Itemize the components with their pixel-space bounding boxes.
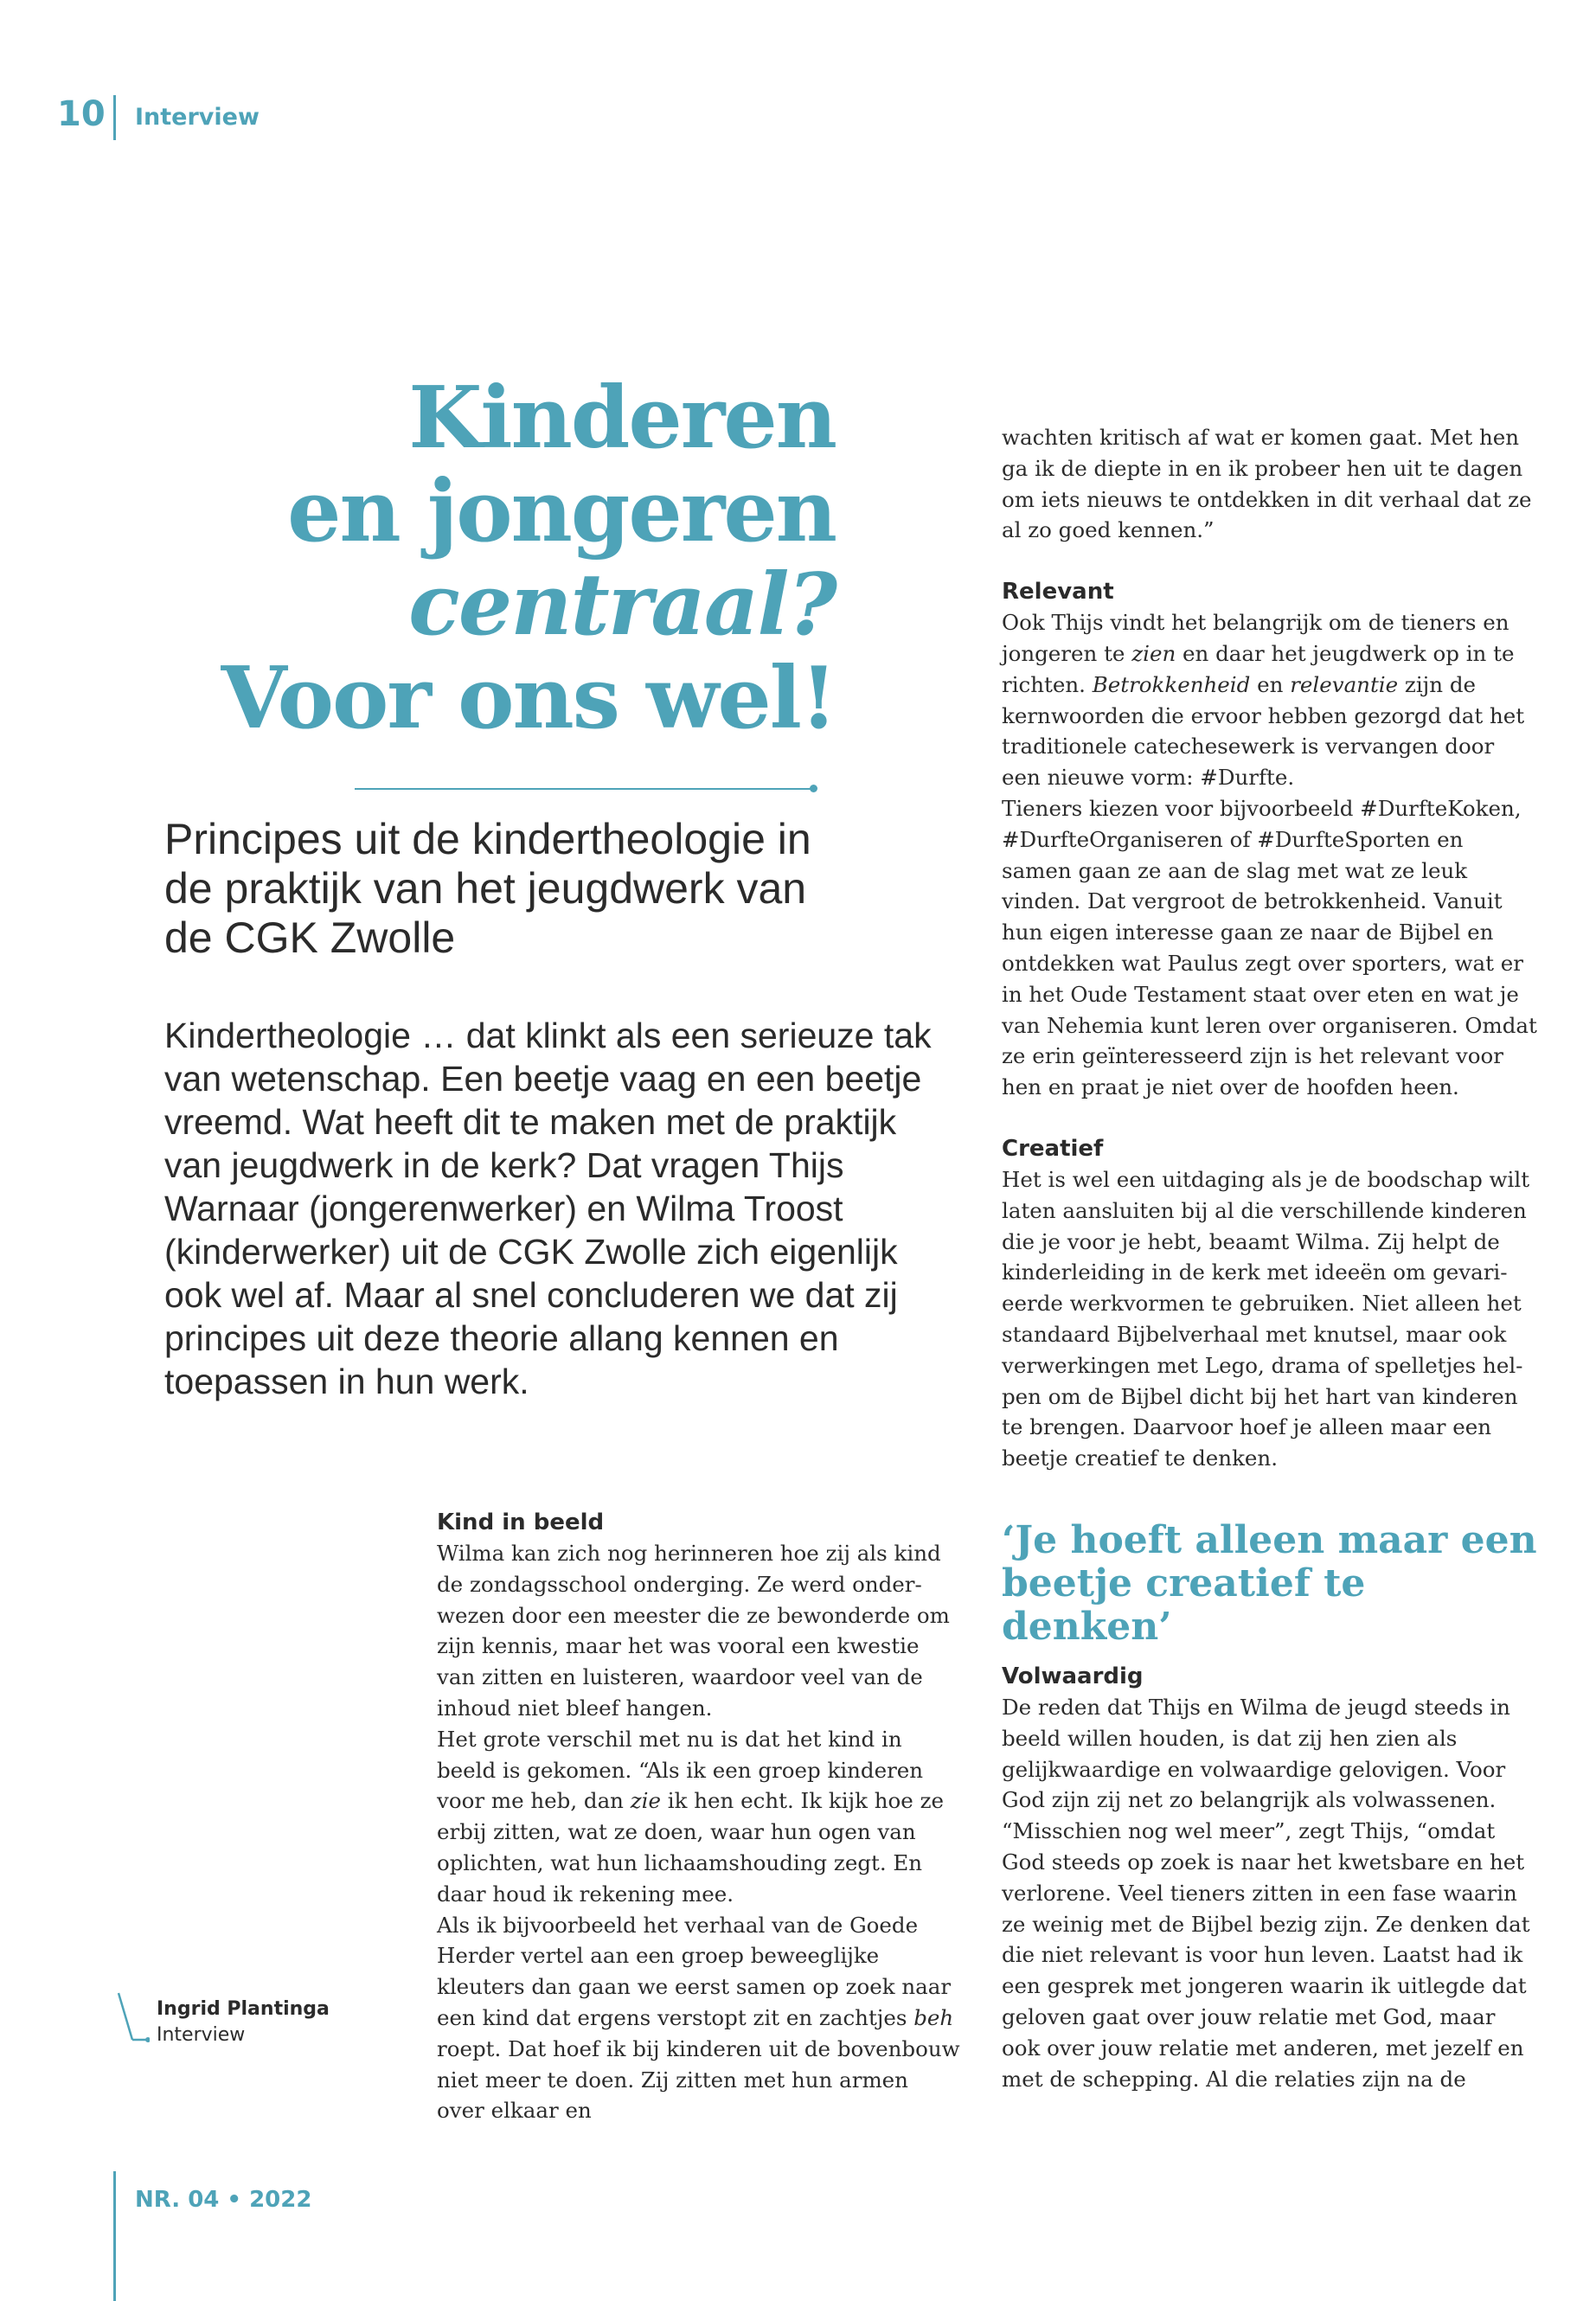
title-divider-dot <box>810 785 817 792</box>
text-run: Ook Thijs vindt het belangrijk om de tieners en jongeren te <box>1002 610 1509 666</box>
emphasis: Betrokkenheid <box>1092 671 1251 697</box>
section-label: Interview <box>135 104 260 131</box>
body-column-right-bottom <box>1002 1661 1538 2094</box>
paragraph: De reden dat Thijs en Wilma de jeugd steeds in beeld willen houden, is dat zij hen zien als gelijkwaardige en volwaardige gelovigen. Voor God zijn zij net zo belangrijk als volwassenen. “Misschien nog wel meer”, zegt Thijs, “omdat God steeds op zoek is naar het kwetsbare en het verlorene. Veel tieners zitten in een fase waarin ze weinig met de Bijbel bezig zijn. Ze denken dat die niet relevant is voor hun leven. Laatst had ik een gesprek met jongeren waarin ik uitlegde dat geloven gaat over jouw relatie met God, maar ook over jouw relatie met anderen, met jezelf en met de schepping. Al die relaties zijn na de <box>1002 1695 1530 2092</box>
text-run: zijn de kernwoorden die ervoor hebben gezorgd dat het traditionele catechesewerk is vervangen door een nieuwe vorm: #Durfte. <box>1002 671 1525 791</box>
section-heading-relevant: Relevant <box>1002 579 1114 606</box>
body-column-middle <box>437 1507 960 2126</box>
section-heading-kind-in-beeld: Kind in beeld <box>437 1509 605 1535</box>
issue-footer: NR. 04 • 2022 <box>135 2187 312 2213</box>
emphasis: beh <box>913 2004 954 2030</box>
paragraph <box>437 1910 960 2127</box>
pull-quote: ‘Je hoeft alleen maar een beetje creatief te denken’ <box>1002 1518 1537 1649</box>
text-run: Het grote verschil met nu is dat het kind in beeld is gekomen. “Als ik een groep kinderen voor me heb, dan <box>437 1726 924 1814</box>
paragraph: Tieners kiezen voor bijvoorbeeld #DurfteKoken, #DurfteOrganiseren of #DurfteSporten en samen gaan ze aan de slag met wat ze leuk vinden. Dat vergroot de betrokkenheid. Vanuit hun eigen interesse gaan ze naar de Bijbel en ontdekken wat Paulus zegt over sporters, wat er in het Oude Testament staat over eten en wat je van Nehemia kunt leren over organiseren. Omdat ze erin geïnteresseerd zijn is het relevant voor hen en praat je niet over de hoofden heen. <box>1002 795 1537 1100</box>
title-line-3: centraal? <box>408 555 836 655</box>
text-run: en daar het jeugdwerk op in te richten. <box>1002 640 1515 697</box>
emphasis: zien <box>1131 640 1176 666</box>
paragraph <box>1002 607 1538 793</box>
title-line-2: en jongeren <box>287 462 836 561</box>
author-name: Ingrid Plantinga <box>157 1998 330 2020</box>
text-run: ik hen echt. Ik kijk hoe ze erbij zitten, wat ze doen, waar hun ogen van oplichten, wat hun lichaamshouding zegt. En daar houd ik rekening mee. <box>437 1788 944 1907</box>
text-run: en <box>1250 671 1291 697</box>
paragraph: Wilma kan zich nog herinneren hoe zij als kind de zondagsschool onderging. Ze werd onderwezen door een meester die ze bewonderde om zijn kennis, maar het was vooral een kwestie van zitten en luisteren, waardoor veel van de inhoud niet bleef hangen. <box>437 1541 950 1721</box>
page-number: 10 <box>57 94 106 134</box>
body-column-right-top <box>1002 422 1538 1474</box>
title-divider <box>355 788 813 790</box>
title-line-4: Voor ons wel! <box>221 649 836 748</box>
paragraph <box>437 1724 960 1910</box>
article-title <box>156 369 836 748</box>
article-intro: Kindertheologie … dat klinkt als een serieuze tak van wetenschap. Een beetje vaag en een beetje vreemd. Wat heeft dit te maken met de praktijk van jeugdwerk in de kerk? Dat vragen Thijs Warnaar (jongerenwerker) en Wilma Troost (kinderwerker) uit de CGK Zwolle zich eigenlijk ook wel af. Maar al snel concluderen we dat zij principes uit deze theorie allang kennen en toepassen in hun werk. <box>164 1016 932 1401</box>
pen-stroke-icon <box>115 1991 150 2045</box>
emphasis: relevantie <box>1290 671 1399 697</box>
footer-divider <box>113 2171 116 2301</box>
emphasis: zie <box>630 1788 662 1814</box>
paragraph: wachten kritisch af wat er komen gaat. Met hen ga ik de diepte in en ik probeer hen uit te dagen om iets nieuws te ontdekken in dit verhaal dat ze al zo goed kennen.” <box>1002 425 1532 543</box>
header-divider <box>113 95 116 140</box>
article-subtitle: Principes uit de kindertheologie in de praktijk van het jeugdwerk van de CGK Zwolle <box>164 815 811 962</box>
section-heading-volwaardig: Volwaardig <box>1002 1663 1144 1689</box>
title-line-1: Kinderen <box>408 369 836 468</box>
section-heading-creatief: Creatief <box>1002 1135 1104 1162</box>
paragraph: Het is wel een uitdaging als je de boodschap wilt laten aansluiten bij al die verschillende kinderen die je voor je hebt, beaamt Wilma. Zij helpt de kinderleiding in de kerk met ideeën om gevarieerde werkvormen te gebruiken. Niet alleen het standaard Bijbelverhaal met knutsel, maar ook verwerkingen met Lego, drama of spelletjes helpen om de Bijbel dicht bij het hart van kinderen te brengen. Daarvoor hoef je alleen maar een beetje creatief te denken. <box>1002 1166 1530 1471</box>
text-run: Als ik bijvoorbeeld het verhaal van de Goede Herder vertel aan een groep beweeglijke kleuters dan gaan we eerst samen op zoek naar een kind dat ergens verstopt zit en zachtjes <box>437 1912 952 2030</box>
author-role: Interview <box>157 2024 246 2046</box>
text-run: roept. Dat hoef ik bij kinderen uit de bovenbouw niet meer te doen. Zij zitten met hun armen over elkaar en <box>437 2035 960 2124</box>
